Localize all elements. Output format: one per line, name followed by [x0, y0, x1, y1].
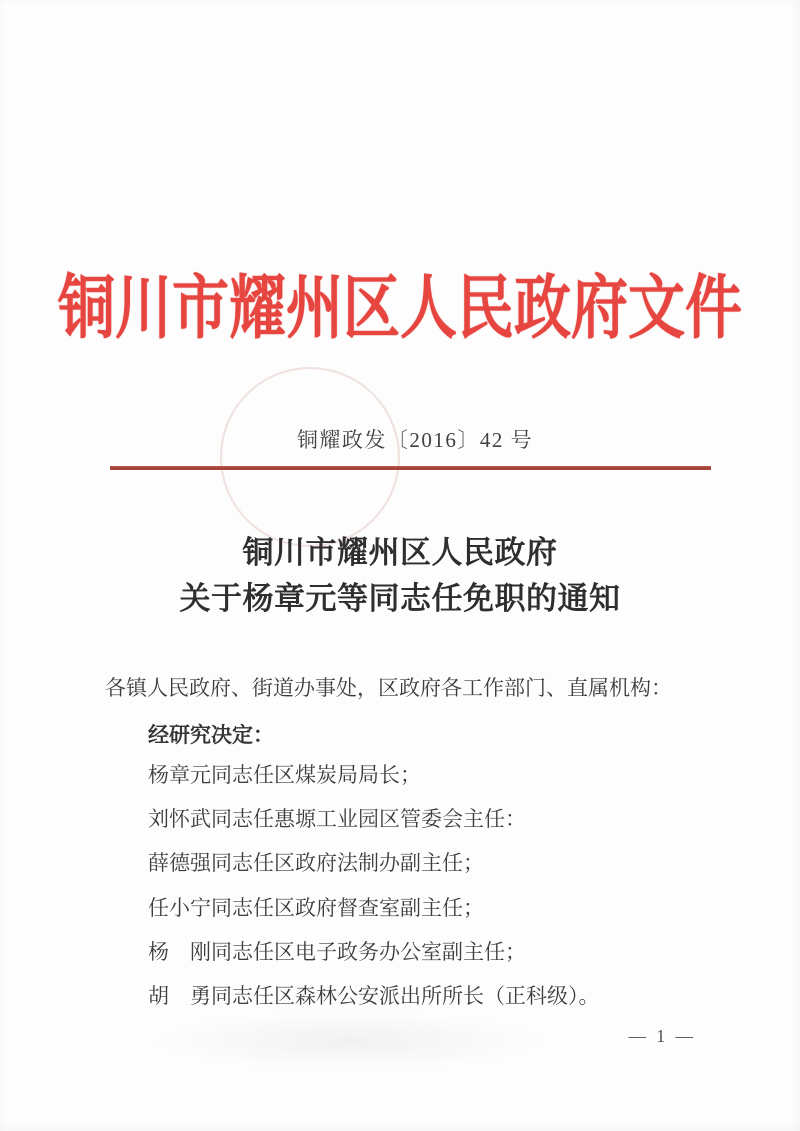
- document-title-line2: 关于杨章元等同志任免职的通知: [179, 581, 621, 616]
- appointment-line: 胡 勇同志任区森林公安派出所所长（正科级）。: [148, 984, 600, 1009]
- page-number: — 1 —: [628, 1026, 696, 1046]
- decision-lead: 经研究决定：: [148, 723, 274, 747]
- document-title: [0, 530, 800, 622]
- official-seal-ghost: [220, 367, 400, 547]
- document-title-line1: 铜川市耀州区人民政府: [242, 535, 558, 570]
- salutation-line: 各镇人民政府、街道办事处，区政府各工作部门、直属机构：: [105, 676, 672, 700]
- appointment-line: 任小宁同志任区政府督查室副主任；: [148, 895, 484, 920]
- appointment-line: 薛德强同志任区政府法制办副主任；: [148, 851, 484, 876]
- appointments-list: [148, 753, 600, 1018]
- appointment-line: 杨 刚同志任区电子政务办公室副主任；: [148, 939, 526, 964]
- appointment-line: 刘怀武同志任惠塬工业园区管委会主任：: [148, 807, 526, 832]
- document-number: 铜耀政发〔2016〕42 号: [296, 428, 534, 452]
- red-separator-rule: [110, 466, 711, 470]
- masthead-title: 铜川市耀州区人民政府文件: [58, 270, 742, 348]
- scan-smudge-artifact: [150, 1012, 550, 1070]
- appointment-line: 杨章元同志任区煤炭局局长；: [148, 763, 421, 787]
